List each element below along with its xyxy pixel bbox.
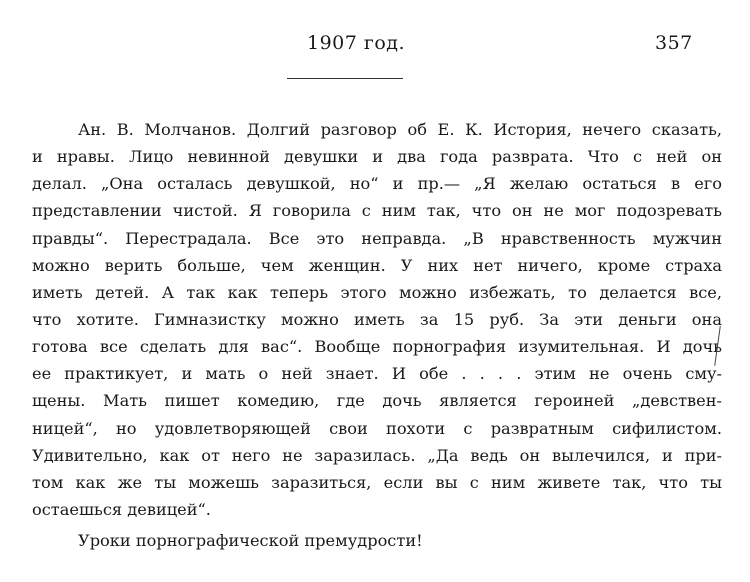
running-title: 1907 год. xyxy=(307,32,406,54)
text-line: том как же ты можешь заразиться, если вы с ним живете так, что ты xyxy=(32,472,722,492)
text-line: можно верить больше, чем женщин. У них нет ничего, кроме страха xyxy=(32,255,722,275)
text-line: Ан. В. Молчанов. Долгий разговор об Е. К. История, нечего сказать, xyxy=(78,120,722,139)
text-line: представлении чистой. Я говорила с ним так, что он не мог подозревать xyxy=(32,201,722,221)
text-line: правды“. Перестрадала. Все это неправда. „В нравственность мужчин xyxy=(32,228,722,248)
closing-line: Уроки порнографической премудрости! xyxy=(78,531,423,551)
page-header xyxy=(0,32,750,62)
text-line: Удивительно, как от него не заразилась. „Да ведь он вылечился, и при- xyxy=(32,445,722,465)
text-line: что хотите. Гимназистку можно иметь за 15 руб. За эти деньги она xyxy=(32,309,722,329)
text-line: иметь детей. А так как теперь этого можно избежать, то делается все, xyxy=(32,282,722,302)
page-number: 357 xyxy=(655,32,693,54)
header-rule xyxy=(287,78,403,79)
text-line: ее практикует, и мать о ней знает. И обе . . . . этим не очень сму- xyxy=(32,364,722,384)
text-line: делал. „Она осталась девушкой, но“ и пр.— „Я желаю остаться в его xyxy=(32,174,722,194)
body-paragraph xyxy=(32,116,722,554)
text-line: готова все сделать для вас“. Вообще порнография изумительная. И дочь xyxy=(32,337,722,357)
text-line: ницей“, но удовлетворяющей свои похоти с развратным сифилистом. xyxy=(32,418,722,438)
text-line: и нравы. Лицо невинной девушки и два года разврата. Что с ней он xyxy=(32,147,722,167)
text-line: щены. Мать пишет комедию, где дочь является героиней „девствен- xyxy=(32,391,722,411)
text-line: остаешься девицей“. xyxy=(32,499,211,519)
